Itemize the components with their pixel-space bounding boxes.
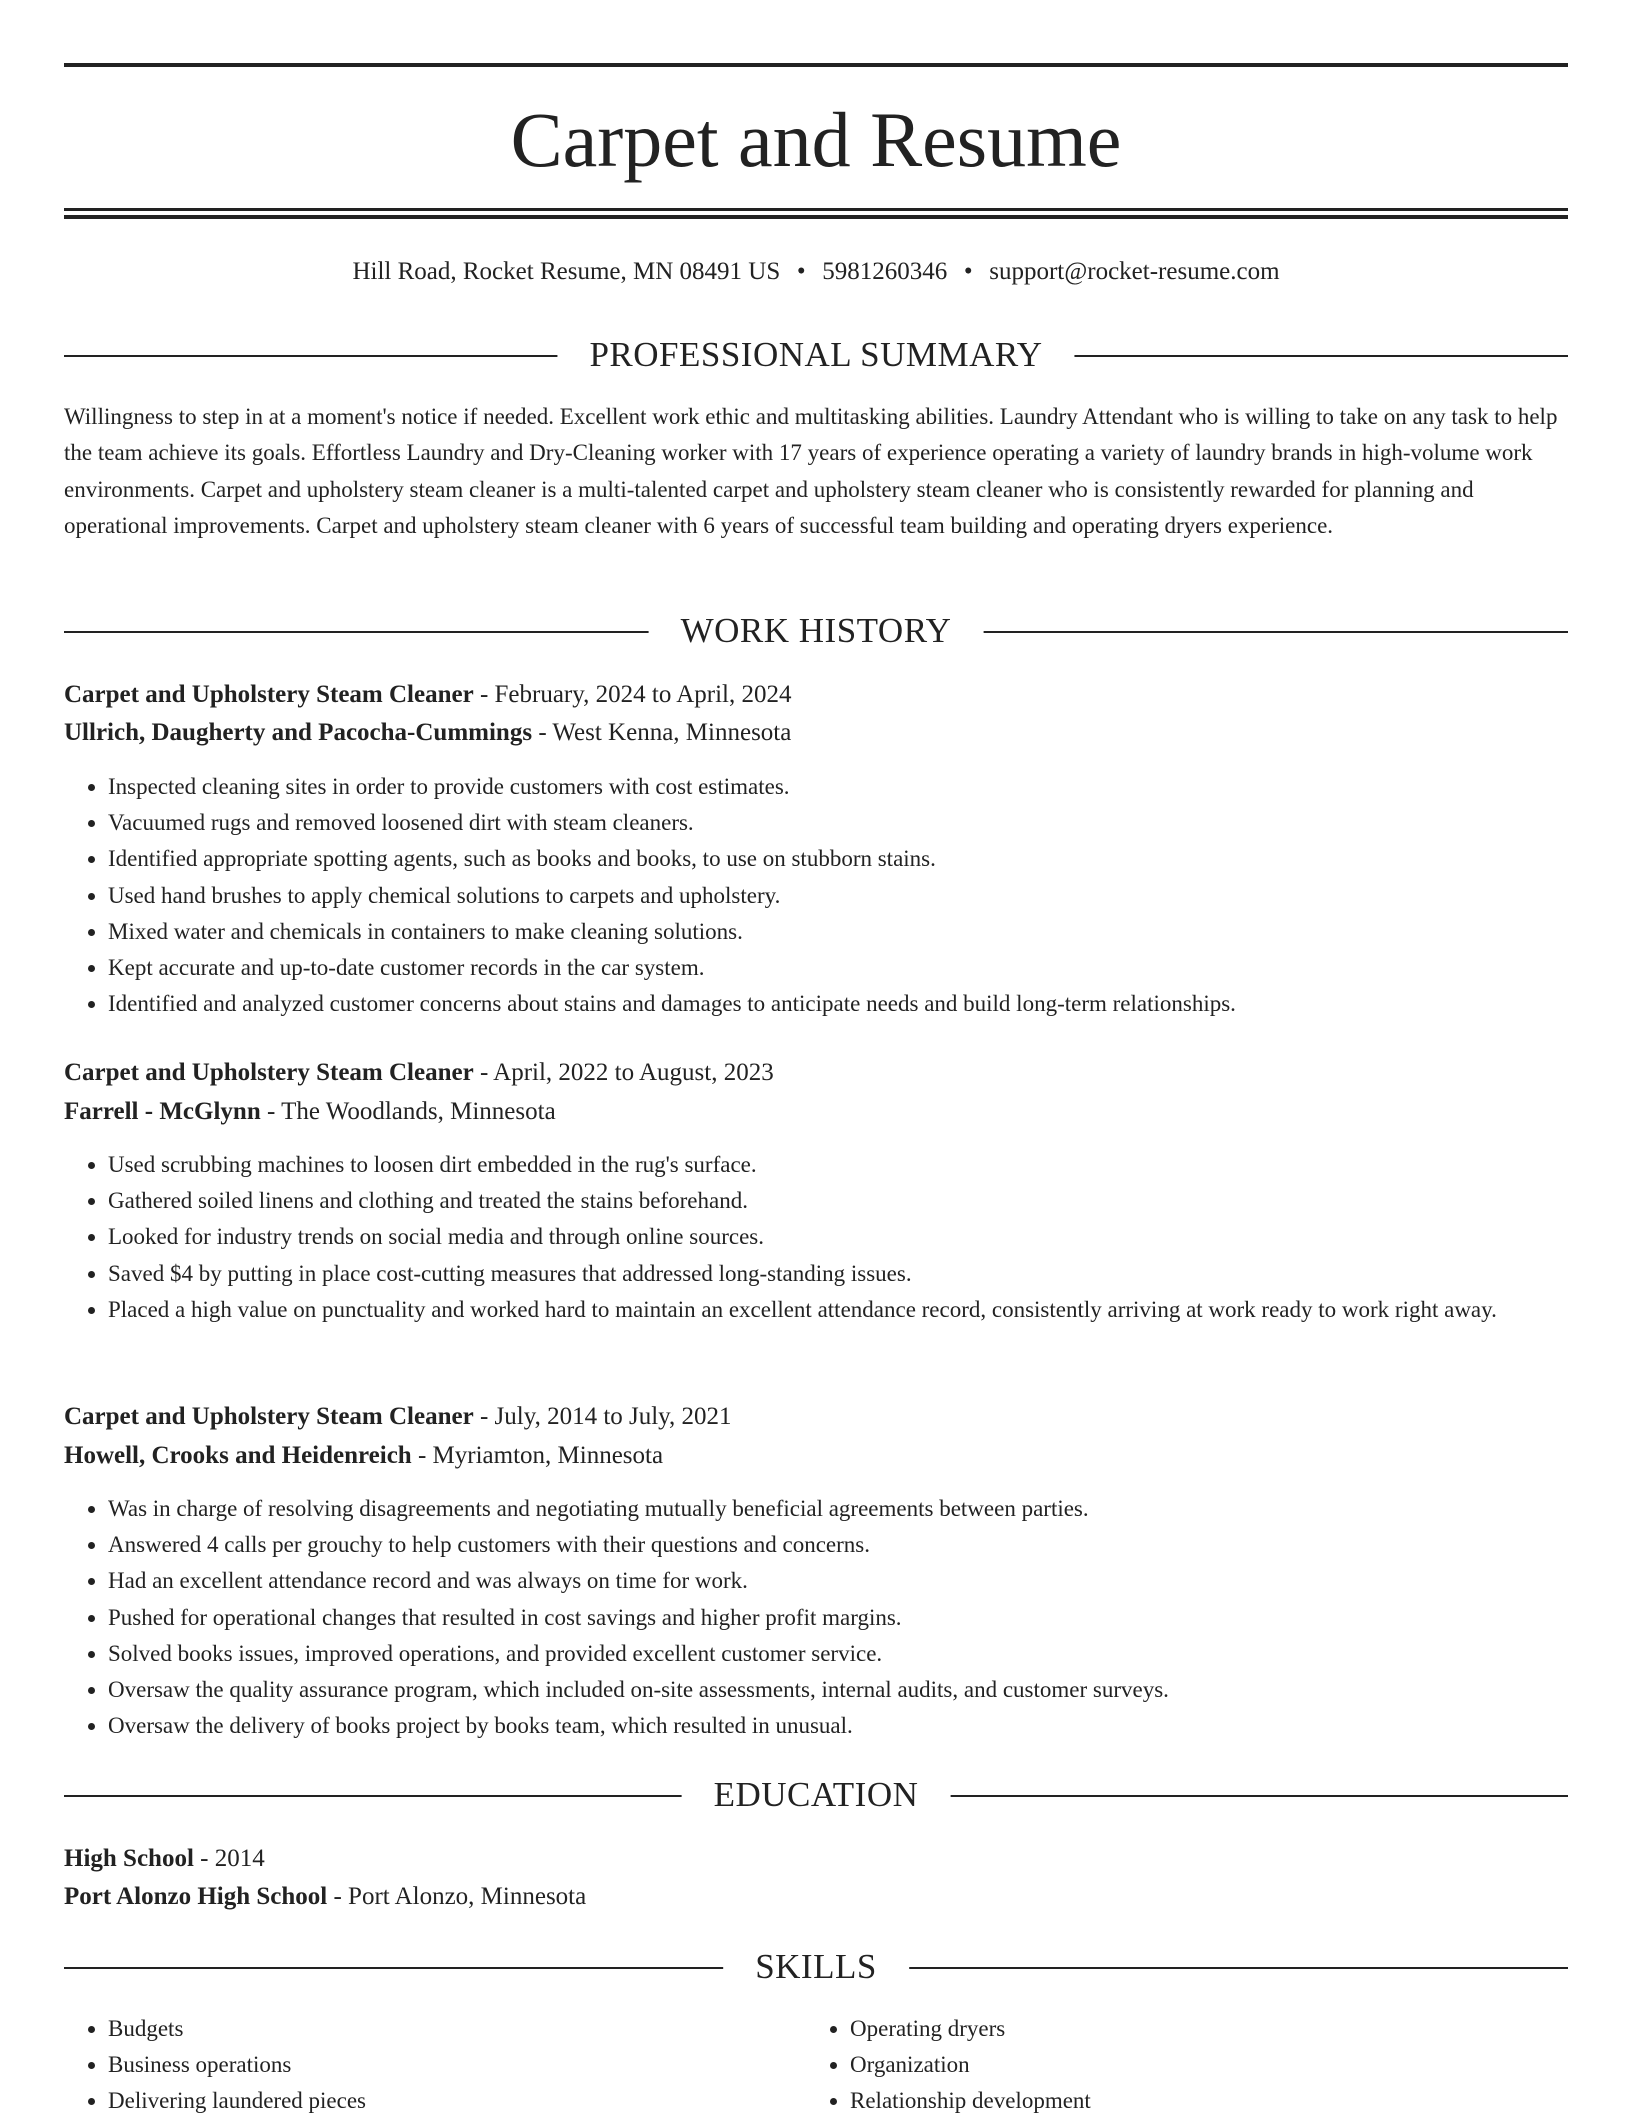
skill-item: • Budgets <box>108 2011 764 2047</box>
section-heading-education <box>64 1775 1568 1815</box>
job-location: - West Kenna, Minnesota <box>532 719 792 746</box>
list-item: • Kept accurate and up-to-date customer records in the car system. <box>108 950 1568 986</box>
contact-separator: • <box>963 258 973 285</box>
list-item: • Answered 4 calls per grouchy to help customers with their questions and concerns. <box>108 1527 1568 1563</box>
list-item: • Pushed for operational changes that resulted in cost savings and higher profit margins. <box>108 1600 1568 1636</box>
education-location: - Port Alonzo, Minnesota <box>327 1883 587 1910</box>
list-item: • Gathered soiled linens and clothing and treated the stains beforehand. <box>108 1183 1568 1219</box>
list-item: • Identified and analyzed customer concerns about stains and damages to anticipate needs and build long-term relationships. <box>108 986 1568 1022</box>
skill-item: • Business operations <box>108 2047 764 2083</box>
skill-item: • Operating dryers <box>850 2011 1506 2047</box>
section-heading-work-history <box>64 611 1568 651</box>
contact-line <box>64 254 1568 290</box>
section-heading-skills <box>64 1947 1568 1987</box>
skills-list-left <box>64 2011 764 2120</box>
job-location: - Myriamton, Minnesota <box>411 1442 664 1469</box>
list-item: • Vacuumed rugs and removed loosened dirt with steam cleaners. <box>108 805 1568 841</box>
job-company: Howell, Crooks and Heidenreich <box>64 1442 412 1469</box>
job-dates: - July, 2014 to July, 2021 <box>473 1403 732 1430</box>
contact-separator: • <box>796 258 806 285</box>
section-heading-summary <box>64 335 1568 375</box>
list-item: • Identified appropriate spotting agents, such as books and books, to use on stubborn stains. <box>108 841 1568 877</box>
job-bullets <box>64 1491 1568 1744</box>
education-degree-line <box>64 1840 1568 1878</box>
header-rule-thin <box>64 208 1568 211</box>
job-title: Carpet and Upholstery Steam Cleaner <box>64 1059 474 1086</box>
education-school: Port Alonzo High School <box>64 1883 328 1910</box>
section-title: PROFESSIONAL SUMMARY <box>557 335 1074 375</box>
job-company-line <box>64 1437 1568 1475</box>
job-title: Carpet and Upholstery Steam Cleaner <box>64 681 474 708</box>
list-item: • Used scrubbing machines to loosen dirt embedded in the rug's surface. <box>108 1147 1568 1183</box>
job-title-line <box>64 676 1568 714</box>
top-rule <box>64 63 1568 67</box>
job-company: Farrell - McGlynn <box>64 1098 261 1125</box>
skill-item: • Relationship development <box>850 2083 1506 2119</box>
section-title: EDUCATION <box>682 1775 951 1815</box>
skill-item: • Delivering laundered pieces <box>108 2083 764 2119</box>
list-item: • Oversaw the delivery of books project by books team, which resulted in unusual. <box>108 1708 1568 1744</box>
contact-email: support@rocket-resume.com <box>989 258 1280 285</box>
list-item: • Used hand brushes to apply chemical solutions to carpets and upholstery. <box>108 878 1568 914</box>
job-company-line <box>64 714 1568 752</box>
list-item: • Placed a high value on punctuality and worked hard to maintain an excellent attendance record, consistently arriving at work ready to work right away. <box>108 1292 1568 1328</box>
job-dates: - April, 2022 to August, 2023 <box>473 1059 774 1086</box>
skill-item: • Organization <box>850 2047 1506 2083</box>
list-item: • Looked for industry trends on social media and through online sources. <box>108 1219 1568 1255</box>
header-rule-thick <box>64 215 1568 219</box>
summary-paragraph: Willingness to step in at a moment's notice if needed. Excellent work ethic and multitasking abilities. Laundry Attendant who is willing to take on any task to help the team achieve its goals. Effortless Laundry and Dry-Cleaning worker with 17 years of experience operating a variety of laundry brands in high-volume work environments. Carpet and upholstery steam cleaner is a multi-talented carpet and upholstery steam cleaner who is consistently rewarded for planning and operational improvements. Carpet and upholstery steam cleaner with 6 years of successful team building and operating dryers experience. <box>64 404 1558 539</box>
contact-address: Hill Road, Rocket Resume, MN 08491 US <box>352 258 781 285</box>
list-item: • Oversaw the quality assurance program, which included on-site assessments, internal audits, and customer surveys. <box>108 1672 1568 1708</box>
list-item: • Was in charge of resolving disagreements and negotiating mutually beneficial agreements between parties. <box>108 1491 1568 1527</box>
section-title: WORK HISTORY <box>649 611 984 651</box>
job-title-line <box>64 1398 1568 1436</box>
job-company-line <box>64 1093 1568 1131</box>
job-bullets <box>64 1147 1568 1328</box>
list-item: • Solved books issues, improved operations, and provided excellent customer service. <box>108 1636 1568 1672</box>
candidate-name: Carpet and Resume <box>510 96 1122 183</box>
job-location: - The Woodlands, Minnesota <box>260 1098 556 1125</box>
skills-list-right <box>806 2011 1506 2120</box>
education-degree: High School <box>64 1845 194 1872</box>
job-bullets <box>64 769 1568 1022</box>
contact-phone: 5981260346 <box>822 258 948 285</box>
list-item: • Had an excellent attendance record and was always on time for work. <box>108 1563 1568 1599</box>
education-year: - 2014 <box>193 1845 265 1872</box>
section-title: SKILLS <box>723 1947 909 1987</box>
list-item: • Saved $4 by putting in place cost-cutting measures that addressed long-standing issues. <box>108 1256 1568 1292</box>
job-title: Carpet and Upholstery Steam Cleaner <box>64 1403 474 1430</box>
job-dates: - February, 2024 to April, 2024 <box>473 681 792 708</box>
job-title-line <box>64 1054 1568 1092</box>
list-item: • Mixed water and chemicals in containers to make cleaning solutions. <box>108 914 1568 950</box>
list-item: • Inspected cleaning sites in order to provide customers with cost estimates. <box>108 769 1568 805</box>
education-school-line <box>64 1878 1568 1916</box>
job-company: Ullrich, Daugherty and Pacocha-Cummings <box>64 719 533 746</box>
